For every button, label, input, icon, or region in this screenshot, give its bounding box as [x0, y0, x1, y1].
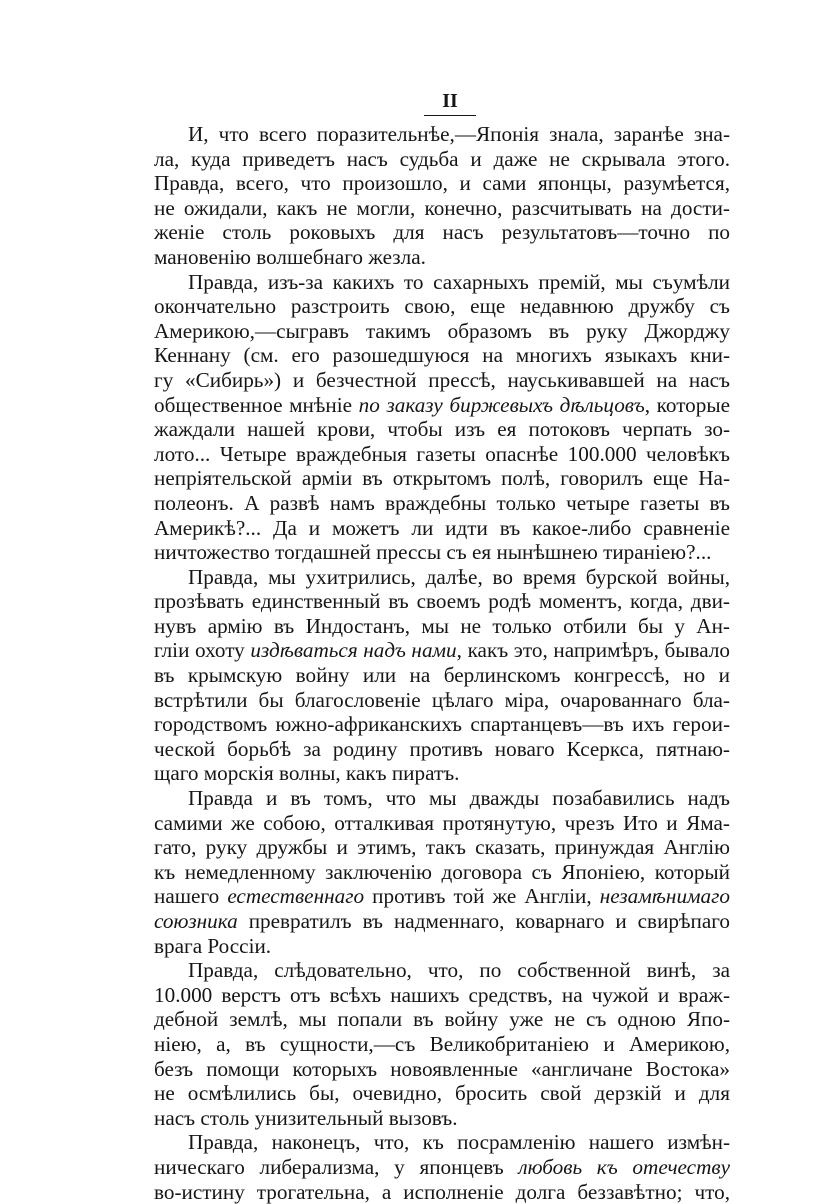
text-run: гліи охоту: [154, 638, 251, 663]
text-line: [154, 786, 730, 811]
text-run: врага Россіи.: [154, 933, 272, 958]
text-line: [154, 196, 730, 221]
text-run: въ крымскую войну или на берлинскомъ конгрессѣ, но и: [154, 663, 730, 688]
text-line: [154, 688, 730, 713]
text-line: [154, 1106, 730, 1131]
text-run: Америкою,—сыгравъ такимъ образомъ въ руку Джорджу: [154, 318, 730, 343]
text-line: [154, 1081, 730, 1106]
text-run: Правда, мы ухитрились, далѣе, во время бурской войны,: [188, 564, 730, 589]
text-line: [154, 909, 730, 934]
paragraph: [154, 270, 730, 565]
text-run: гу «Сибирь») и безчестной прессѣ, науськивавшей на насъ: [154, 367, 730, 392]
text-line: [154, 589, 730, 614]
text-run: окончательно разстроить свою, еще недавнюю дружбу съ: [154, 294, 730, 319]
text-line: [154, 466, 730, 491]
paragraph: [154, 122, 730, 270]
text-line: [154, 1130, 730, 1155]
text-line: [154, 983, 730, 1008]
text-run: Америкѣ?... Да и можетъ ли идти въ какое-либо сравненіе: [154, 515, 730, 540]
paragraph: [154, 958, 730, 1130]
text-line: [154, 491, 730, 516]
text-run: ла, куда приведетъ насъ судьба и даже не скрывала этого.: [154, 146, 730, 171]
text-run: Правда и въ томъ, что мы дважды позабавились надъ: [188, 786, 730, 811]
text-line: [154, 884, 730, 909]
text-run: Правда, слѣдовательно, что, по собственной винѣ, за: [188, 958, 730, 983]
text-line: [154, 638, 730, 663]
text-run: ничтожество тогдашней прессы съ ея нынѣшнею тираніею?...: [154, 540, 712, 565]
text-run: ніею, а, въ сущности,—съ Великобританіею и Америкою,: [154, 1031, 730, 1056]
text-run: женіе столь роковыхъ для насъ результатовъ—точно по: [154, 220, 730, 245]
text-line: [154, 294, 730, 319]
italic-run: издѣваться надъ нами: [250, 638, 457, 663]
italic-run: союзника: [154, 909, 238, 933]
text-run: непріятельской арміи въ открытомъ полѣ, говорилъ еще На-: [154, 466, 730, 491]
text-line: [154, 1155, 730, 1180]
text-line: [154, 1180, 730, 1204]
text-run: ническаго либерализма, у японцевъ: [154, 1154, 519, 1179]
text-line: [154, 516, 730, 541]
text-run: къ немедленному заключенію договора съ Японіею, который: [154, 859, 730, 884]
text-run: жаждали нашей крови, чтобы изъ ея потоковъ черпать зо-: [154, 417, 730, 442]
text-run: лото... Четыре враждебныя газеты опаснѣе 100.000 человѣкъ: [154, 441, 730, 466]
text-line: [154, 811, 730, 836]
italic-run: любовь къ отечеству: [518, 1154, 730, 1179]
text-run: насъ столь унизительный вызовъ.: [154, 1105, 458, 1130]
text-run: противъ той же Англіи,: [364, 884, 600, 909]
italic-run: естественнаго: [227, 884, 365, 909]
text-run: не осмѣлились бы, очевидно, бросить свой дерзкій и для: [154, 1081, 730, 1106]
text-run: Правда, изъ-за какихъ то сахарныхъ премій, мы съумѣли: [188, 269, 730, 294]
text-line: [154, 1057, 730, 1082]
text-run: Правда, наконецъ, что, къ посрамленію нашего измѣн-: [188, 1130, 730, 1155]
text-line: [154, 417, 730, 442]
text-line: [154, 958, 730, 983]
text-run: прозѣвать единственный въ своемъ родѣ моментъ, когда, дви-: [154, 589, 730, 614]
text-line: [154, 171, 730, 196]
text-run: Кеннану (см. его разошедшуюся на многихъ языкахъ кни-: [154, 343, 730, 368]
text-run: гато, руку дружбы и этимъ, такъ сказать, принуждая Англію: [154, 835, 730, 860]
text-run: безъ помощи которыхъ новоявленные «англичане Востока»: [154, 1056, 730, 1081]
text-line: [154, 220, 730, 245]
text-line: [154, 737, 730, 762]
body-text: [154, 122, 730, 1204]
text-run: встрѣтили бы благословеніе цѣлаго міра, очарованнаго бла-: [154, 687, 730, 712]
text-line: [154, 712, 730, 737]
text-line: [154, 122, 730, 147]
text-line: [154, 319, 730, 344]
text-line: [154, 393, 730, 418]
text-run: И, что всего поразительнѣе,—Японія знала, заранѣе зна-: [188, 122, 730, 146]
text-run: полеонъ. А развѣ намъ враждебны только четыре газеты въ: [154, 490, 730, 515]
text-line: [154, 835, 730, 860]
text-run: самими же собою, отталкивая протянутую, чрезъ Ито и Яма-: [154, 810, 730, 835]
text-line: [154, 442, 730, 467]
text-run: общественное мнѣніе: [154, 392, 359, 417]
text-run: дебной землѣ, мы попали въ войну уже не съ одною Япо-: [154, 1007, 730, 1032]
text-run: во-истину трогательна, а исполненіе долга беззавѣтно; что,: [154, 1179, 730, 1204]
document-page: [154, 88, 730, 1204]
text-line: [154, 368, 730, 393]
paragraph: [154, 565, 730, 786]
text-line: [154, 614, 730, 639]
text-run: нувъ армію въ Индостанъ, мы не только отбили бы у Ан-: [154, 613, 730, 638]
text-run: не ожидали, какъ не могли, конечно, разсчитывать на дости-: [154, 195, 730, 220]
text-run: ческой борьбѣ за родину противъ новаго Ксеркса, пятнаю-: [154, 736, 730, 761]
page-header: [154, 88, 730, 116]
text-run: Правда, всего, что произошло, и сами японцы, разумѣется,: [154, 171, 730, 196]
text-line: [154, 343, 730, 368]
text-run: , которые: [644, 392, 730, 417]
text-line: [154, 860, 730, 885]
text-line: [154, 1007, 730, 1032]
text-line: [154, 540, 730, 565]
text-run: превратилъ въ надменнаго, коварнаго и свирѣпаго: [237, 909, 730, 933]
text-run: нашего: [154, 884, 228, 909]
text-run: щаго морскія волны, какъ пиратъ.: [154, 761, 460, 786]
text-line: [154, 934, 730, 959]
text-run: мановенію волшебнаго жезла.: [154, 244, 426, 269]
text-line: [154, 1032, 730, 1057]
text-run: , какъ это, напримѣръ, бывало: [456, 638, 730, 663]
text-run: городствомъ южно-африканскихъ спартанцевъ—въ ихъ герои-: [154, 712, 730, 737]
text-line: [154, 761, 730, 786]
text-run: 10.000 верстъ отъ всѣхъ нашихъ средствъ, на чужой и враж-: [154, 982, 730, 1007]
text-line: [154, 663, 730, 688]
text-line: [154, 565, 730, 590]
italic-run: незамѣнимаго: [599, 884, 731, 909]
text-line: [154, 245, 730, 270]
page-number: II: [424, 88, 476, 116]
text-line: [154, 147, 730, 172]
text-line: [154, 270, 730, 295]
italic-run: по заказу биржевыхъ дѣльцовъ: [358, 392, 645, 417]
paragraph: [154, 786, 730, 958]
paragraph: [154, 1130, 730, 1204]
